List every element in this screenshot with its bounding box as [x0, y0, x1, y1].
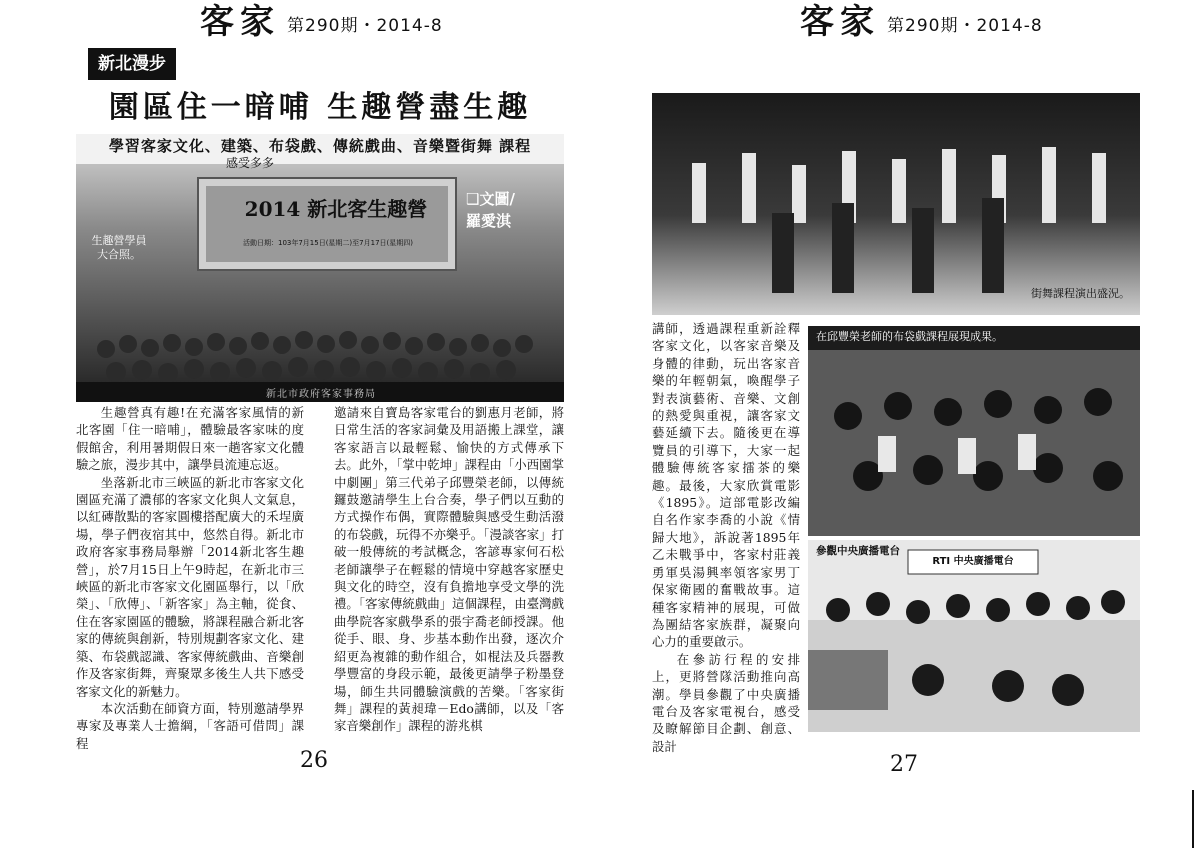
article-column-1: [76, 404, 304, 752]
puppet-photo: [808, 326, 1140, 536]
dance-photo: [652, 93, 1140, 315]
issue-label-left: 第290期・2014-8: [287, 16, 443, 36]
article-subtitle: 學習客家文化、建築、布袋戲、傳統戲曲、音樂暨街舞 課程: [108, 137, 532, 155]
page-number-right: 27: [890, 752, 918, 777]
puppet-photo-image: [808, 326, 1140, 536]
dance-photo-image: [652, 93, 1140, 315]
dance-photo-caption: 街舞課程演出盛況。: [1031, 287, 1130, 300]
paragraph-5: 講師，透過課程重新詮釋客家文化，以客家音樂及身體的律動，玩出客家音樂的年輕朝氣，喚醒學子對表演藝術、音樂、文創的熱愛與重視，讓客家文藝延續下去。隨後更在導覽員的引導下，大家一起體驗傳統客家擂茶的樂趣。最後，大家欣賞電影《1895》。這部電影改編自名作家李喬的小說《情歸大地》，訴說著1895年乙未戰爭中，客家村莊義勇軍吳湯興率領客家男丁保家衛國的奮戰故事。這種客家精神的展現，可做為團結客家族群，凝聚向心力的重要啟示。: [652, 321, 800, 650]
magazine-brand-left: 客家: [200, 2, 280, 42]
radio-visit-caption: 參觀中央廣播電台: [816, 545, 900, 557]
group-photo-image: [76, 134, 564, 402]
group-photo: [76, 134, 564, 402]
header-photo-block: [76, 82, 564, 402]
paragraph-3: 本次活動在師資方面，特別邀請學界專家及專業人士擔綱，「客語可借問」課程: [76, 700, 304, 751]
magazine-brand-right: 客家: [800, 2, 880, 42]
byline-author: 羅愛淇: [466, 212, 512, 230]
banner-main-text: 2014 新北客生趣營: [244, 197, 428, 221]
puppet-photo-caption: 在邱豐榮老師的布袋戲課程展現成果。: [816, 330, 1003, 343]
paragraph-6: 在參訪行程的安排上，更將營隊活動推向高潮。學員參觀了中央廣播電台及客家電視台，感受及瞭解節目企劃、創意、設計: [652, 651, 800, 754]
paragraph-1: 生趣營真有趣!在充滿客家風情的新北客園「住一暗哺」，體驗最客家味的度假館舍，利用暑期假日來一趟客家文化體驗之旅，漫步其中，讓學員流連忘返。: [76, 405, 304, 473]
radio-visit-photo: [808, 540, 1140, 732]
scan-edge-mark: [1192, 790, 1194, 848]
page-number-left: 26: [300, 748, 328, 773]
byline-label: ❑文圖/: [466, 190, 515, 208]
banner-top-text: 感受多多: [226, 156, 275, 170]
article-column-3: [652, 320, 800, 755]
issue-label-right: 第290期・2014-8: [887, 16, 1043, 36]
article-title: 園區住一暗哺 生趣營盡生趣: [108, 90, 532, 125]
banner-date-text: 活動日期：103年7月15日(星期二)至7月17日(星期四): [242, 239, 413, 247]
radio-station-sign: RTI 中央廣播電台: [932, 556, 1014, 567]
byline: [466, 188, 558, 232]
section-tag: 新北漫步: [88, 48, 176, 80]
photo-sign-text: 新北市政府客家事務局: [266, 389, 376, 400]
article-column-2: [334, 404, 564, 735]
paragraph-2: 坐落新北市三峽區的新北市客家文化園區充滿了濃郁的客家文化與人文氣息，以紅磚散點的客家圓樓搭配廣大的禾埕廣場，學子們夜宿其中，悠然自得。新北市政府客家事務局舉辦「2014新北客生趣營」，於7月15日上午9時起，在新北市三峽區的新北市客家文化園區舉行，以「欣榮」、「欣傳」、「新客家」為主軸，從食、住在客家園區的體驗，將課程融合新北客家的傳統與創新，特別規劃客家文化、建築、布袋戲認識、客家傳統戲曲、音樂創作及客家街舞，齊聚眾多後生人共下感受客家文化的新魅力。: [76, 474, 304, 699]
title-area: [76, 82, 564, 138]
group-photo-caption: 生趣營學員大合照。: [91, 234, 147, 261]
paragraph-4: 邀請來自寶島客家電台的劉惠月老師，將日常生活的客家詞彙及用語搬上課堂，讓客家語言以最輕鬆、愉快的方式傳承下去。此外，「掌中乾坤」課程由「小西園掌中劇團」第三代弟子邱豐榮老師，以傳統鑼鼓邀請學生上台合奏，學子們以互動的方式操作布偶，實際體驗與感受生動活潑的布袋戲，玩得不亦樂乎。「漫談客家」打破一般傳統的考試概念，客諺專家何石松老師讓學子在輕鬆的情境中穿越客家歷史與文化的時空，沒有負擔地享受文學的洗禮。「客家傳統戲曲」這個課程，由臺灣戲曲學院客家戲學系的張宇喬老師授課。他從手、眼、身、步基本動作出發，逐次介紹更為複雜的動作組合，如棍法及兵器教學豐富的身段示範，最後更請學子粉墨登場，師生共同體驗演戲的苦樂。「客家街舞」課程的黃昶瑋－Edo講師，以及「客家音樂創作」課程的游兆棋: [334, 405, 564, 734]
